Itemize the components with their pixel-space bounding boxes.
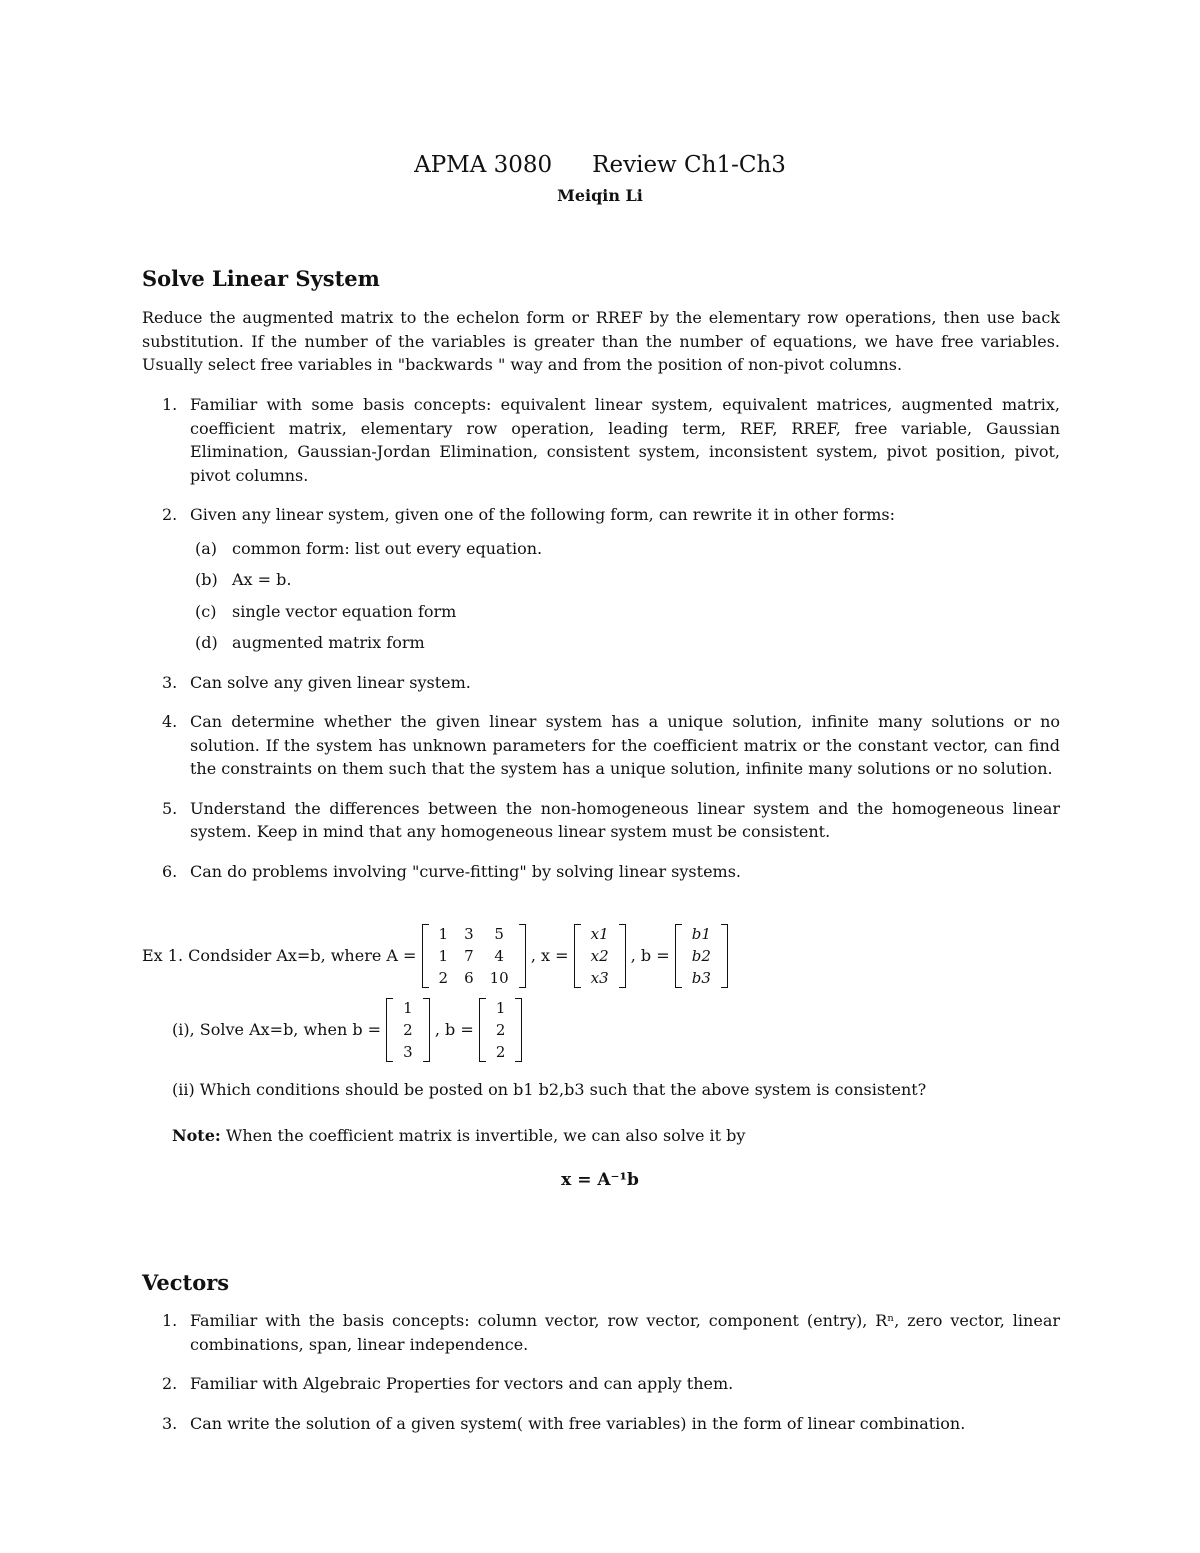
vector-b-case1: 1 2 3 <box>386 998 430 1062</box>
vectors-list <box>142 1309 1060 1451</box>
part-i-text: (i), Solve Ax=b, when b = <box>172 1020 382 1039</box>
example-intro: Ex 1. Condsider Ax=b, where A = <box>142 946 417 965</box>
b-label: , b = <box>630 946 670 965</box>
matrix-a: 1 3 5 1 7 4 2 6 10 <box>422 924 526 988</box>
b-label-2: , b = <box>434 1020 474 1039</box>
section-intro: Reduce the augmented matrix to the echelon form or RREF by the elementary row operations, then use back substitution. If the number of the variables is greater than the number of equations, we have free variables. Usually select free variables in "backwards " way and from the position of non-pivot columns. <box>142 308 1060 374</box>
part-i-line <box>172 998 522 1062</box>
list-item: 2. Given any linear system, given one of the following form, can rewrite it in other forms: (a) common form: list out every equation. (b) Ax = b. (c) single vector equation form (d) augmented matrix form <box>142 503 1060 655</box>
part-ii-text: (ii) Which conditions should be posted on b1 b2,b3 such that the above system is consistent? <box>172 1080 927 1099</box>
list-item: 3. Can solve any given linear system. <box>162 672 471 692</box>
example-line <box>142 924 728 988</box>
author-name: Meiqin Li <box>557 186 643 205</box>
document-title <box>0 152 1200 178</box>
list-item: 6. Can do problems involving "curve-fitting" by solving linear systems. <box>162 861 742 881</box>
list-item: 5. Understand the differences between the non-homogeneous linear system and the homogeneous linear system. Keep in mind that any homogeneous linear system must be consistent. <box>162 798 1060 841</box>
review-subtitle: Review Ch1-Ch3 <box>592 152 786 178</box>
linear-system-list <box>142 393 1060 899</box>
list-item: 3. Can write the solution of a given system( with free variables) in the form of linear combination. <box>162 1413 966 1433</box>
sublist-item: (d) augmented matrix form <box>195 633 425 652</box>
list-item: 2. Familiar with Algebraic Properties for vectors and can apply them. <box>162 1374 734 1393</box>
note-text: When the coefficient matrix is invertible, we can also solve it by <box>225 1126 746 1145</box>
list-item: 1. Familiar with the basis concepts: column vector, row vector, component (entry), Rⁿ, zero vector, linear combinations, span, linear independence. <box>162 1311 1060 1354</box>
section-heading-vectors: Vectors <box>142 1270 230 1295</box>
note-label: Note: <box>172 1126 221 1145</box>
sublist-item: (c) single vector equation form <box>195 601 457 621</box>
list-item: 4. Can determine whether the given linear system has a unique solution, infinite many solutions or no solution. If the system has unknown parameters for the coefficient matrix or the constant vector, can find the constraints on them such that the system has a unique solution, infinite many solutions or no solution. <box>162 712 1060 778</box>
sublist-item: (b) Ax = b. <box>195 570 292 589</box>
list-item: 1. Familiar with some basis concepts: equivalent linear system, equivalent matrices, augmented matrix, coefficient matrix, elementary row operation, leading term, REF, RREF, free variable, Gaussian Elimination, Gaussian-Jordan Elimination, consistent system, inconsistent system, pivot position, pivot, pivot columns. <box>162 395 1060 485</box>
note-line <box>172 1126 745 1145</box>
x-label: , x = <box>530 946 569 965</box>
course-code: APMA 3080 <box>414 152 553 178</box>
sublist-item: (a) common form: list out every equation. <box>195 538 543 558</box>
inverse-formula: x = A⁻¹b <box>561 1170 639 1190</box>
vector-b: b1 b2 b3 <box>675 924 728 988</box>
form-sublist <box>190 537 1060 655</box>
vector-x: x1 x2 x3 <box>574 924 626 988</box>
vector-b-case2: 1 2 2 <box>479 998 523 1062</box>
section-heading-linear-system: Solve Linear System <box>142 266 380 291</box>
